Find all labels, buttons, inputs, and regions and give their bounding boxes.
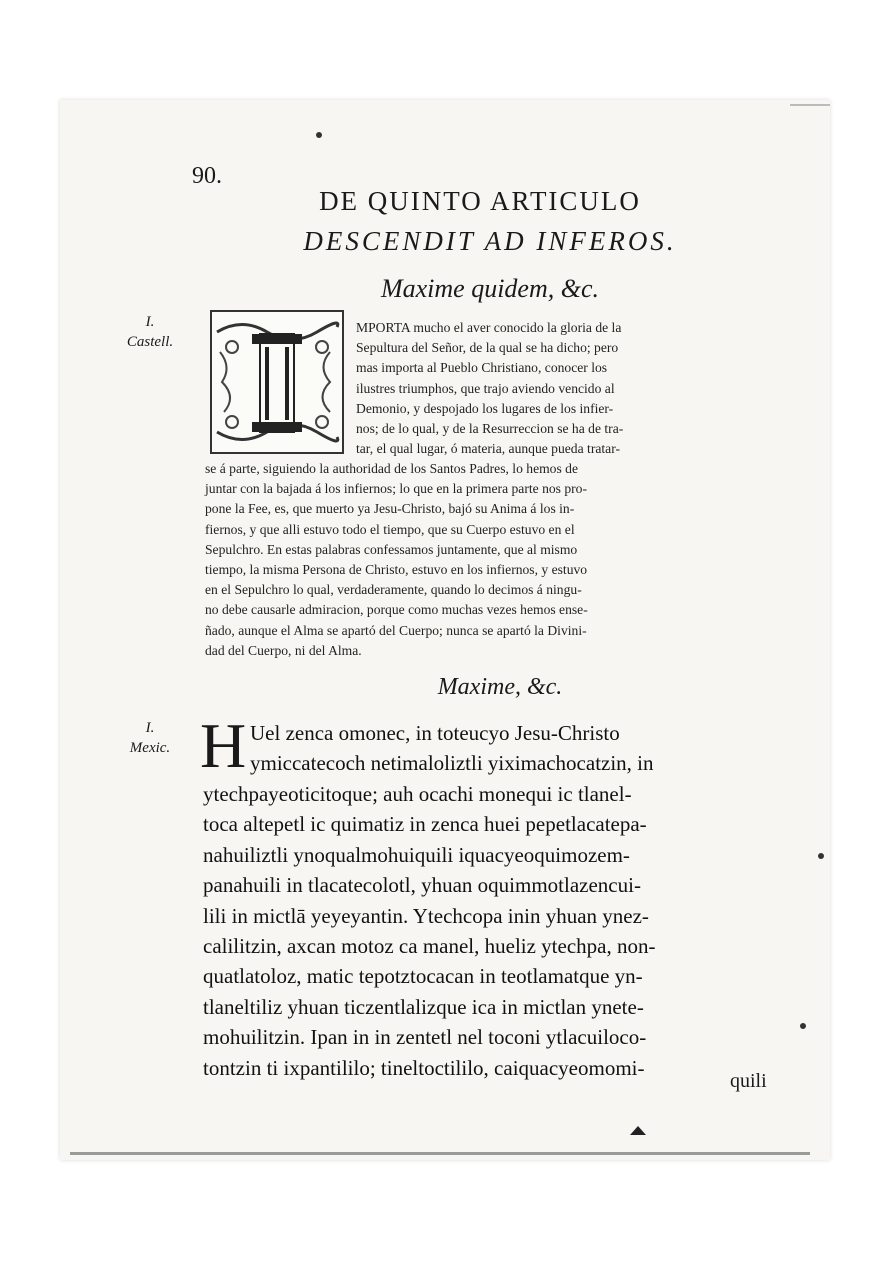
nahuatl-line: ytechpayeoticitoque; auh ocachi monequi ic tlanel- [203,782,632,806]
spanish-line: Sepultura del Señor, de la qual se ha dicho; pero [356,340,619,356]
nahuatl-line: nahuiliztli ynoqualmohuiquili iquacyeoquimozem- [203,842,630,867]
triangle-ornament-icon [630,1126,646,1135]
spanish-line: ilustres triumphos, que trajo aviendo vencido al [356,380,615,396]
nahuatl-indented-block [250,718,654,779]
spanish-line: MPORTA mucho el aver conocido la gloria de la [356,320,622,335]
catchword: quili [730,1070,767,1092]
page-number: 90. [192,163,222,189]
spanish-line: tar, el qual lugar, ó materia, aunque pueda tratar- [356,441,620,457]
spanish-line: se á parte, siguiendo la authoridad de los Santos Padres, lo hemos de [205,461,578,476]
spanish-line: Demonio, y despojado los lugares de los infier- [356,400,614,416]
nahuatl-line: toca altepetl ic quimatiz in zenca huei pepetlacatepa- [203,812,647,837]
nahuatl-line: tontzin ti ixpantililo; tineltoctililo, caiquacyeomomi- [203,1055,645,1080]
section-heading-spanish: Maxime quidem, &c. [380,274,600,303]
margin-note-number: I. [145,314,155,330]
spanish-line: pone la Fee, es, que muerto ya Jesu-Christo, bajó su Anima á los in- [205,501,575,517]
ornament-foliage-icon [212,312,342,452]
spanish-line: mas importa al Pueblo Christiano, conocer los [356,360,608,376]
nahuatl-line: ymiccatecoch netimaloliztli yiximachocatzin, in [250,751,654,776]
spanish-line: fiernos, y que alli estuvo todo el tiempo, que su Cuerpo estuvo en el [205,521,575,537]
nahuatl-line: panahuili in tlacatecolotl, yhuan oquimmotlazencui- [203,873,641,898]
page-top-edge-mark [790,104,830,106]
margin-note-number: I. [145,720,155,736]
ink-speck-mark [800,1023,806,1029]
drop-cap-letter: H [200,710,247,781]
spanish-line: juntar con la bajada á los infiernos; lo que en la primera parte nos pro- [205,481,587,497]
decorated-initial-letter [210,310,344,454]
ink-speck-mark [818,853,824,859]
spanish-line: dad del Cuerpo, ni del Alma. [205,642,362,658]
page-bottom-edge [70,1152,810,1155]
ink-speck-mark [316,132,322,138]
nahuatl-line: Uel zenca omonec, in toteucyo Jesu-Christo [250,721,620,745]
page-subtitle: DESCENDIT AD INFEROS. [303,226,677,256]
spanish-full-block [205,459,588,661]
spanish-line: Sepulchro. En estas palabras confessamos juntamente, que al mismo [205,541,578,557]
nahuatl-line: calilitzin, axcan motoz ca manel, hueliz ytechpa, non- [203,934,656,959]
margin-note-language: Mexic. [129,740,171,756]
nahuatl-line: quatlatoloz, matic tepotztocacan in teotlamatque yn- [203,964,643,989]
margin-note-nahuatl [120,718,180,758]
margin-note-language: Castell. [126,334,174,350]
spanish-indented-block [356,318,623,459]
spanish-line: tiempo, la misma Persona de Christo, estuvo en los infiernos, y estuvo [205,562,588,578]
page-title: DE QUINTO ARTICULO [319,186,641,216]
nahuatl-full-block [203,779,655,1083]
margin-note-spanish [120,312,180,352]
spanish-line: nos; de lo qual, y de la Resurreccion se ha de tra- [356,421,624,437]
nahuatl-line: mohuilitzin. Ipan in in zentetl nel toconi ytlacuiloco- [203,1025,647,1050]
spanish-line: ñado, aunque el Alma se apartó del Cuerpo; nunca se apartó la Divini- [205,622,587,638]
nahuatl-line: lili in mictlā yeyeyantin. Ytechcopa inin yhuan ynez- [203,903,649,928]
spanish-line: no debe causarle admiracion, porque como muchas vezes hemos ense- [205,602,588,618]
nahuatl-line: tlaneltiliz yhuan ticzentlalizque ica in mictlan ynete- [203,994,644,1019]
spanish-line: en el Sepulchro lo qual, verdaderamente, quando lo decimos á ningu- [205,582,582,598]
section-heading-nahuatl: Maxime, &c. [437,674,563,700]
